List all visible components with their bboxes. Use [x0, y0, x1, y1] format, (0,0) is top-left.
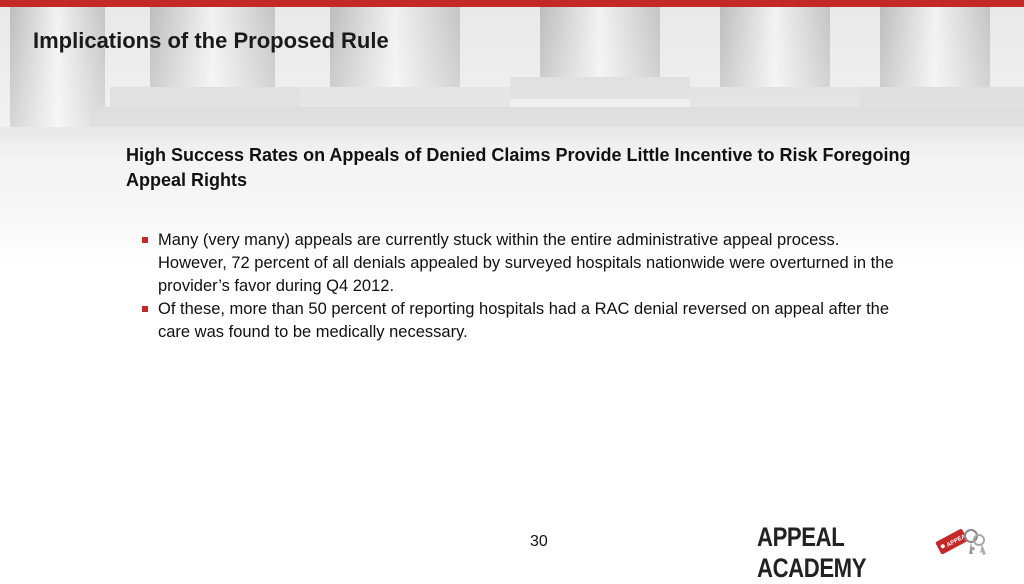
- bullet-text: Of these, more than 50 percent of reporting hospitals had a RAC denial reversed on appeal after the care was found to be medically necessary.: [158, 300, 890, 341]
- bullet-square-icon: [142, 306, 148, 312]
- slide-title: Implications of the Proposed Rule: [33, 28, 389, 53]
- top-accent-bar: [0, 0, 1024, 7]
- keys-tag-icon: [933, 524, 987, 558]
- logo-text: APPEAL ACADEMY: [757, 522, 867, 583]
- appeal-academy-logo: [757, 522, 987, 583]
- slide-subtitle: High Success Rates on Appeals of Denied Claims Provide Little Incentive to Risk Foregoing Appeal Rights: [126, 145, 911, 190]
- page-number: 30: [530, 533, 548, 550]
- bullet-list: [142, 229, 902, 344]
- bullet-item: [142, 229, 902, 298]
- bullet-text: Many (very many) appeals are currently stuck within the entire administrative appeal process. However, 72 percent of all denials appealed by surveyed hospitals nationwide were overturned in the provider’s favor during Q4 2012.: [158, 231, 894, 295]
- bullet-square-icon: [142, 237, 148, 243]
- logo-tag-text: APPEAL: [945, 532, 971, 549]
- bullet-item: [142, 298, 902, 344]
